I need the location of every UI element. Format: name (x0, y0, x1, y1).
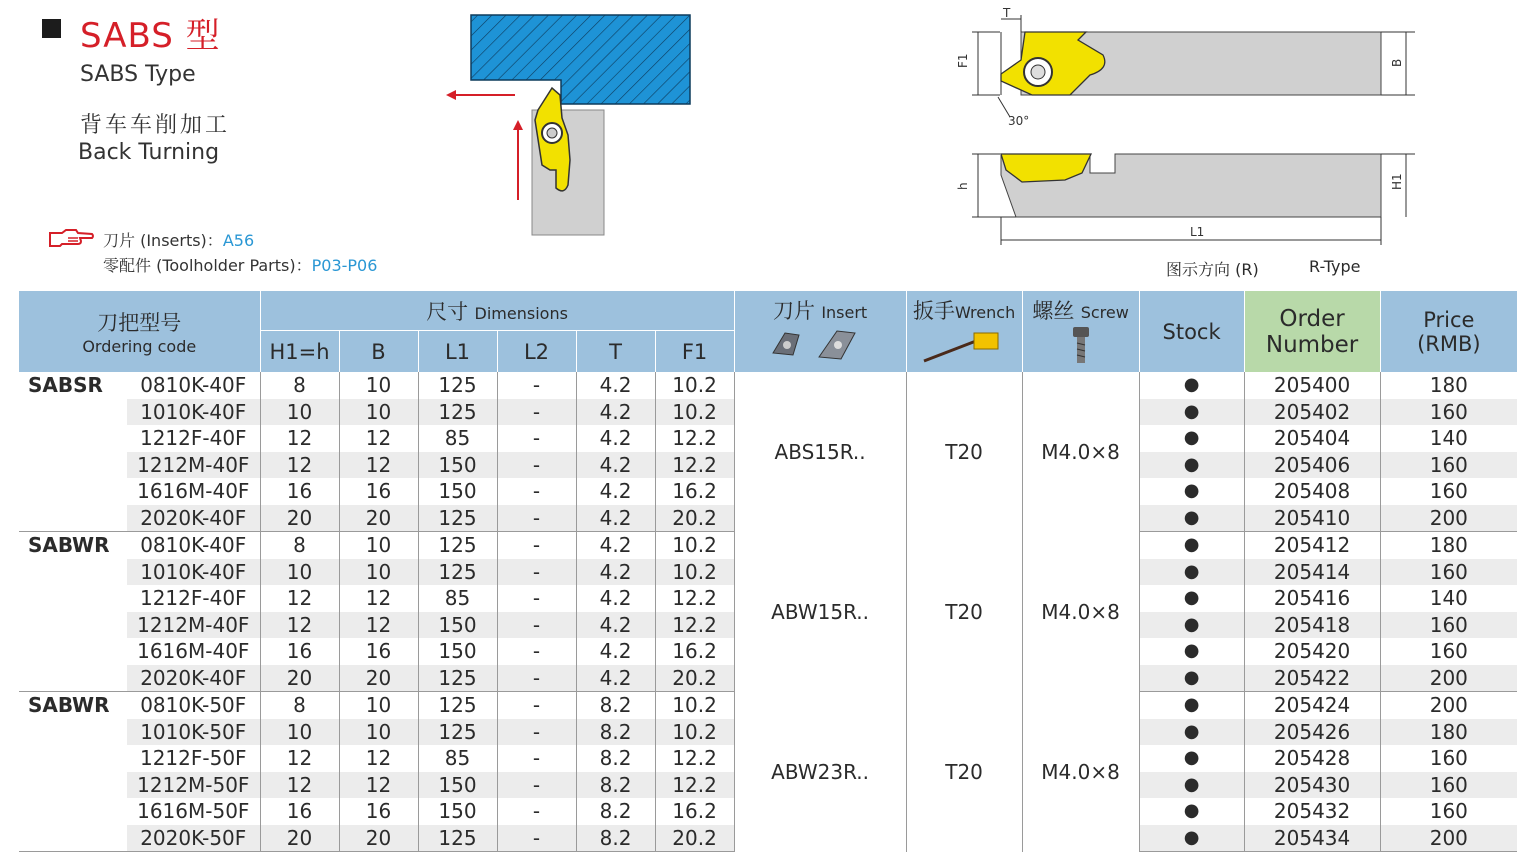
inserts-label: 刀片 (Inserts)： (103, 231, 223, 250)
wrench-icon (914, 325, 1014, 365)
dim-l1-cell: 125 (418, 372, 497, 399)
price-cell: 160 (1380, 798, 1517, 825)
dim-l2-cell: - (497, 692, 576, 719)
dim-l1-cell: 150 (418, 798, 497, 825)
dim-b-cell: 20 (339, 665, 418, 692)
dim-f1-cell: 10.2 (655, 372, 734, 399)
dim-b-cell: 10 (339, 399, 418, 426)
table-row (19, 532, 1517, 559)
header-order-number (1244, 291, 1380, 372)
dim-l1-cell: 125 (418, 532, 497, 559)
parts-label: 零配件 (Toolholder Parts)： (103, 256, 312, 275)
ordering-code-cell: 1010K-40F (127, 559, 260, 586)
price-cell: 160 (1380, 772, 1517, 799)
stock-dot: ● (1183, 694, 1200, 716)
header-dimensions (260, 291, 734, 331)
parts-ref (103, 253, 377, 276)
dim-b-cell: 20 (339, 825, 418, 852)
dim-f1-cell: 16.2 (655, 478, 734, 505)
ordering-code-cell: 1010K-50F (127, 719, 260, 746)
series-cell (19, 585, 127, 612)
dim-l1-cell: 150 (418, 478, 497, 505)
dim-b-cell: 10 (339, 372, 418, 399)
series-cell: SABWR (28, 533, 110, 558)
price-cell: 200 (1380, 505, 1517, 532)
col-b: B (339, 331, 418, 372)
dim-t-cell: 4.2 (576, 478, 655, 505)
stock-dot: ● (1139, 559, 1244, 586)
stock-dot: ● (1183, 640, 1200, 662)
ordering-code-cell: 0810K-50F (140, 693, 247, 718)
subtitle-en: SABS Type (80, 62, 196, 87)
dim-l2-cell: - (497, 532, 576, 559)
dim-b-cell: 10 (339, 559, 418, 586)
order-number-cell: 205426 (1244, 719, 1380, 746)
series-cell (19, 638, 127, 665)
dim-f1-cell: 12.2 (655, 452, 734, 479)
dim-b-cell: 16 (339, 798, 418, 825)
dim-b-cell: 12 (339, 612, 418, 639)
dim-t-cell: 4.2 (576, 585, 655, 612)
dim-t-cell: 8.2 (576, 745, 655, 772)
dim-l2-cell: - (497, 719, 576, 746)
stock-dot: ● (1139, 665, 1244, 692)
price-cell: 200 (1380, 825, 1517, 852)
header-screw (1022, 291, 1139, 372)
stock-dot: ● (1139, 772, 1244, 799)
label-l1: L1 (1190, 225, 1205, 239)
header-dim-cn: 尺寸 (426, 299, 469, 324)
stock-dot: ● (1183, 800, 1200, 822)
dim-l2-cell: - (497, 372, 576, 399)
dim-l1-cell: 85 (418, 585, 497, 612)
dim-h-cell: 10 (260, 399, 339, 426)
ordering-code-cell: 2020K-40F (127, 505, 260, 532)
dim-l1-cell: 125 (418, 505, 497, 532)
inserts-ref (103, 228, 254, 251)
dim-h-cell: 12 (260, 585, 339, 612)
wrench-cell: T20 (906, 532, 1022, 692)
order-number-cell: 205400 (1244, 372, 1380, 399)
dim-l2-cell: - (497, 425, 576, 452)
stock-dot: ● (1139, 399, 1244, 426)
dim-f1-cell: 12.2 (655, 425, 734, 452)
price-cell: 180 (1380, 532, 1517, 559)
header-price-2: (RMB) (1417, 331, 1481, 356)
dim-h-cell: 10 (260, 719, 339, 746)
dim-f1-cell: 10.2 (655, 399, 734, 426)
dim-l1-cell: 150 (418, 638, 497, 665)
screw-cell: M4.0×8 (1022, 532, 1139, 692)
ordering-code-cell: 0810K-40F (140, 373, 247, 398)
bullet-square (42, 19, 61, 38)
dim-t-cell: 8.2 (576, 692, 655, 719)
stock-dot: ● (1183, 534, 1200, 556)
series-cell: SABSR (28, 373, 103, 398)
order-number-cell: 205414 (1244, 559, 1380, 586)
dim-b-cell: 12 (339, 425, 418, 452)
ordering-code-cell: 2020K-40F (127, 665, 260, 692)
direction-en: R-Type (1309, 257, 1361, 276)
dim-l1-cell: 150 (418, 772, 497, 799)
dim-h-cell: 20 (260, 825, 339, 852)
series-cell: SABWR (28, 693, 110, 718)
dim-l1-cell: 85 (418, 745, 497, 772)
ordering-code-cell: 0810K-40F (140, 533, 247, 558)
dim-l1-cell: 125 (418, 692, 497, 719)
label-f1: F1 (956, 53, 970, 68)
dim-f1-cell: 16.2 (655, 798, 734, 825)
dim-h-cell: 12 (260, 745, 339, 772)
header-stock-label: Stock (1162, 319, 1221, 344)
order-number-cell: 205428 (1244, 745, 1380, 772)
col-l2: L2 (497, 331, 576, 372)
dim-t-cell: 4.2 (576, 399, 655, 426)
price-cell: 160 (1380, 638, 1517, 665)
order-number-cell: 205430 (1244, 772, 1380, 799)
dim-l1-cell: 85 (418, 425, 497, 452)
dim-t-cell: 8.2 (576, 825, 655, 852)
col-h1: H1=h (260, 331, 339, 372)
dim-l2-cell: - (497, 772, 576, 799)
header-wrench (906, 291, 1022, 372)
dim-h-cell: 12 (260, 772, 339, 799)
order-number-cell: 205418 (1244, 612, 1380, 639)
dim-h-cell: 12 (260, 612, 339, 639)
price-cell: 140 (1380, 425, 1517, 452)
order-number-cell: 205406 (1244, 452, 1380, 479)
dim-f1-cell: 20.2 (655, 665, 734, 692)
screw-cell: M4.0×8 (1022, 692, 1139, 852)
ordering-code-cell: 1212F-40F (139, 426, 247, 451)
price-cell: 160 (1380, 745, 1517, 772)
header-wrench-cn: 扳手 (912, 299, 955, 323)
price-cell: 160 (1380, 559, 1517, 586)
col-f1: F1 (655, 331, 734, 372)
header-code-en: Ordering code (82, 337, 197, 356)
dim-l2-cell: - (497, 399, 576, 426)
stock-dot: ● (1183, 587, 1200, 609)
subtitle-cn: 背车车削加工 (80, 113, 231, 138)
header-price-1: Price (1423, 307, 1475, 332)
price-cell: 160 (1380, 399, 1517, 426)
dim-t-cell: 8.2 (576, 798, 655, 825)
dim-t-cell: 4.2 (576, 425, 655, 452)
label-t: T (1003, 6, 1011, 20)
series-cell (19, 559, 127, 586)
series-cell (19, 452, 127, 479)
order-number-cell: 205404 (1244, 425, 1380, 452)
price-cell: 180 (1380, 719, 1517, 746)
ordering-code-cell: 1616M-50F (137, 799, 250, 824)
order-number-cell: 205412 (1244, 532, 1380, 559)
dim-h-cell: 20 (260, 505, 339, 532)
dim-b-cell: 12 (339, 745, 418, 772)
dim-f1-cell: 20.2 (655, 825, 734, 852)
dim-t-cell: 4.2 (576, 505, 655, 532)
ordering-code-cell: 1212M-40F (127, 452, 260, 479)
price-cell: 160 (1380, 452, 1517, 479)
ordering-code-cell: 1212M-50F (127, 772, 260, 799)
order-number-cell: 205410 (1244, 505, 1380, 532)
dim-h-cell: 12 (260, 425, 339, 452)
price-cell: 200 (1380, 692, 1517, 719)
dim-l2-cell: - (497, 452, 576, 479)
series-cell (19, 798, 127, 825)
price-cell: 140 (1380, 585, 1517, 612)
dim-f1-cell: 12.2 (655, 585, 734, 612)
header-code-cn: 刀把型号 (97, 311, 182, 335)
dim-l2-cell: - (497, 745, 576, 772)
dim-l2-cell: - (497, 665, 576, 692)
dim-l1-cell: 150 (418, 452, 497, 479)
ordering-code-cell: 1212M-40F (127, 612, 260, 639)
price-cell: 180 (1380, 372, 1517, 399)
dim-f1-cell: 12.2 (655, 745, 734, 772)
ordering-code-cell: 1010K-40F (127, 399, 260, 426)
stock-dot: ● (1139, 825, 1244, 852)
label-h: h (956, 182, 970, 190)
page-title: SABS 型 (80, 16, 221, 56)
screw-cell: M4.0×8 (1022, 372, 1139, 532)
stock-dot: ● (1183, 747, 1200, 769)
dim-l2-cell: - (497, 825, 576, 852)
wrench-cell: T20 (906, 692, 1022, 852)
dim-h-cell: 16 (260, 478, 339, 505)
dim-h-cell: 8 (260, 372, 339, 399)
series-cell (19, 399, 127, 426)
stock-dot: ● (1139, 719, 1244, 746)
stock-dot: ● (1183, 374, 1200, 396)
stock-dot: ● (1183, 480, 1200, 502)
dim-f1-cell: 10.2 (655, 532, 734, 559)
dim-b-cell: 12 (339, 772, 418, 799)
dim-t-cell: 4.2 (576, 559, 655, 586)
dim-l1-cell: 125 (418, 559, 497, 586)
dim-t-cell: 4.2 (576, 665, 655, 692)
series-cell (19, 825, 127, 852)
ordering-code-cell: 2020K-50F (127, 825, 260, 852)
technical-drawing (950, 5, 1404, 285)
dim-b-cell: 16 (339, 638, 418, 665)
series-cell (19, 425, 127, 452)
dim-h-cell: 16 (260, 638, 339, 665)
label-h1: H1 (1390, 173, 1404, 190)
header-order-2: Number (1265, 331, 1359, 358)
header-ordering-code (19, 291, 260, 372)
price-cell: 200 (1380, 665, 1517, 692)
dim-f1-cell: 16.2 (655, 638, 734, 665)
dim-l2-cell: - (497, 798, 576, 825)
dim-h-cell: 8 (260, 692, 339, 719)
series-cell (19, 505, 127, 532)
header-insert (734, 291, 906, 372)
series-cell (19, 772, 127, 799)
dim-b-cell: 12 (339, 585, 418, 612)
header-order-1: Order (1279, 305, 1345, 332)
price-cell: 160 (1380, 478, 1517, 505)
order-number-cell: 205424 (1244, 692, 1380, 719)
dim-h-cell: 20 (260, 665, 339, 692)
dim-l2-cell: - (497, 478, 576, 505)
parts-link[interactable]: P03-P06 (311, 256, 378, 275)
dim-l1-cell: 150 (418, 612, 497, 639)
col-t: T (576, 331, 655, 372)
ordering-code-cell: 1616M-40F (137, 639, 250, 664)
dim-f1-cell: 10.2 (655, 719, 734, 746)
dim-l2-cell: - (497, 505, 576, 532)
header-insert-en: Insert (821, 303, 868, 322)
series-cell (19, 478, 127, 505)
stock-dot: ● (1139, 505, 1244, 532)
label-angle: 30° (1008, 114, 1030, 128)
dim-l1-cell: 125 (418, 825, 497, 852)
series-cell (19, 719, 127, 746)
dim-b-cell: 10 (339, 692, 418, 719)
wrench-cell: T20 (906, 372, 1022, 532)
dim-b-cell: 10 (339, 719, 418, 746)
dim-t-cell: 8.2 (576, 719, 655, 746)
dim-f1-cell: 12.2 (655, 612, 734, 639)
dim-t-cell: 4.2 (576, 612, 655, 639)
dim-b-cell: 10 (339, 532, 418, 559)
header-stock (1139, 291, 1244, 372)
insert-icon (765, 325, 875, 365)
dim-l1-cell: 125 (418, 665, 497, 692)
header-wrench-en: Wrench (954, 303, 1016, 322)
stock-dot: ● (1139, 612, 1244, 639)
order-number-cell: 205402 (1244, 399, 1380, 426)
subtitle-en-2: Back Turning (78, 140, 220, 165)
dim-b-cell: 20 (339, 505, 418, 532)
ordering-code-cell: 1212F-50F (139, 746, 247, 771)
series-cell (19, 745, 127, 772)
spec-table (19, 291, 1517, 852)
dim-t-cell: 4.2 (576, 638, 655, 665)
dim-l2-cell: - (497, 638, 576, 665)
dim-l1-cell: 125 (418, 719, 497, 746)
header-price (1380, 291, 1517, 372)
dim-t-cell: 4.2 (576, 452, 655, 479)
stock-dot: ● (1139, 452, 1244, 479)
dim-l2-cell: - (497, 559, 576, 586)
header-insert-cn: 刀片 (772, 299, 815, 323)
stock-dot: ● (1183, 427, 1200, 449)
order-number-cell: 205422 (1244, 665, 1380, 692)
dim-l2-cell: - (497, 585, 576, 612)
price-cell: 160 (1380, 612, 1517, 639)
order-number-cell: 205420 (1244, 638, 1380, 665)
label-b: B (1390, 58, 1404, 67)
header-screw-cn: 螺丝 (1032, 299, 1075, 323)
dim-t-cell: 4.2 (576, 372, 655, 399)
dim-t-cell: 8.2 (576, 772, 655, 799)
back-turning-illustration (440, 10, 700, 235)
dim-b-cell: 16 (339, 478, 418, 505)
series-cell (19, 612, 127, 639)
header-screw-en: Screw (1080, 303, 1129, 322)
pointing-hand-icon (48, 229, 94, 247)
ordering-code-cell: 1212F-40F (139, 586, 247, 611)
header-dim-en: Dimensions (474, 303, 568, 323)
order-number-cell: 205416 (1244, 585, 1380, 612)
order-number-cell: 205434 (1244, 825, 1380, 852)
order-number-cell: 205408 (1244, 478, 1380, 505)
table-row (19, 692, 1517, 719)
dim-t-cell: 4.2 (576, 532, 655, 559)
direction-cn: 图示方向 (R) (1166, 260, 1259, 279)
series-cell (19, 665, 127, 692)
dim-f1-cell: 10.2 (655, 692, 734, 719)
dim-h-cell: 16 (260, 798, 339, 825)
col-l1: L1 (418, 331, 497, 372)
insert-cell: ABS15R.. (734, 372, 906, 532)
insert-cell: ABW15R.. (734, 532, 906, 692)
dim-h-cell: 8 (260, 532, 339, 559)
insert-cell: ABW23R.. (734, 692, 906, 852)
dim-h-cell: 12 (260, 452, 339, 479)
ordering-code-cell: 1616M-40F (137, 479, 250, 504)
order-number-cell: 205432 (1244, 798, 1380, 825)
dim-f1-cell: 10.2 (655, 559, 734, 586)
dim-f1-cell: 20.2 (655, 505, 734, 532)
dim-l2-cell: - (497, 612, 576, 639)
dim-b-cell: 12 (339, 452, 418, 479)
table-row (19, 372, 1517, 399)
screw-icon (1061, 325, 1101, 367)
dim-l1-cell: 125 (418, 399, 497, 426)
dim-f1-cell: 12.2 (655, 772, 734, 799)
inserts-link[interactable]: A56 (222, 231, 255, 250)
dim-h-cell: 10 (260, 559, 339, 586)
